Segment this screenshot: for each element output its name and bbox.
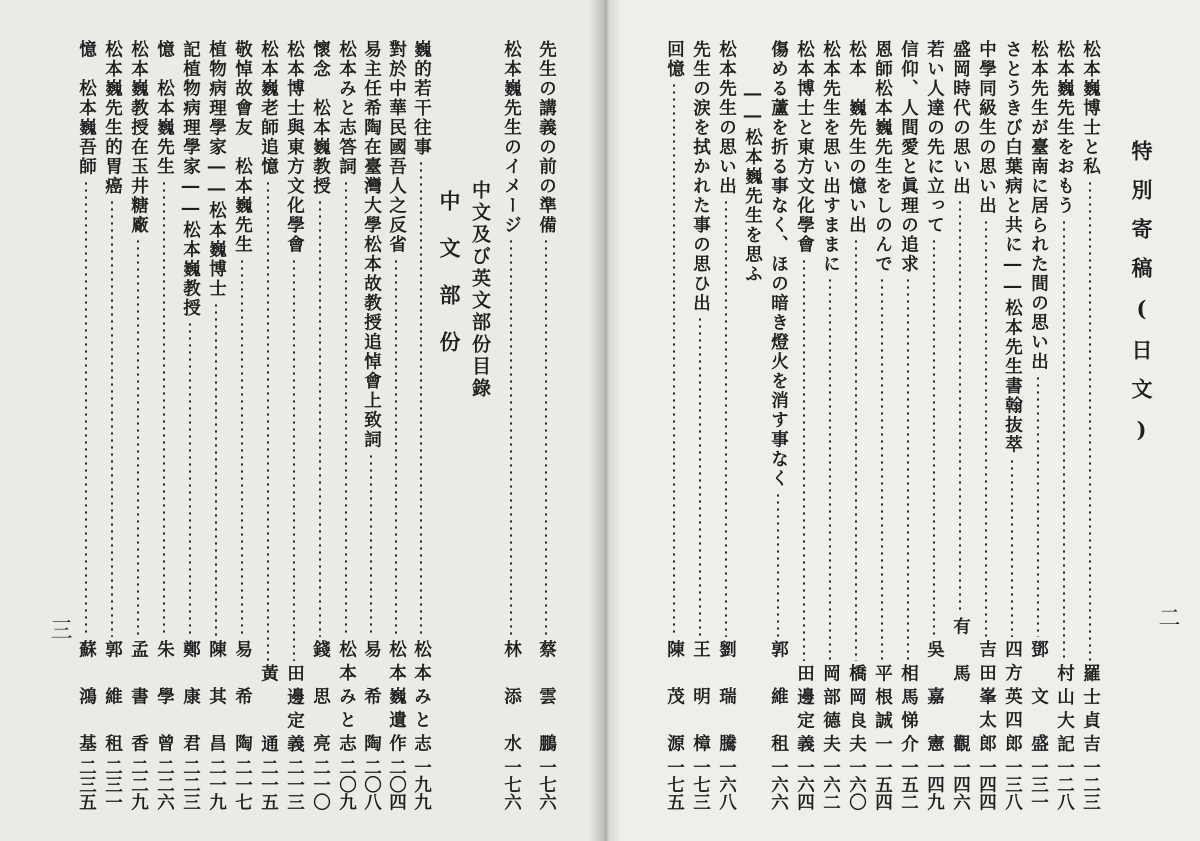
toc-entry bbox=[1029, 40, 1047, 810]
entry-subtitle: ――松本巍先生を思ふ bbox=[742, 84, 763, 284]
entry-page: 一五二 bbox=[898, 757, 919, 810]
toc-entry bbox=[502, 40, 520, 810]
entry-title: さとうきび白葉病と共に――松本先生書翰抜萃 bbox=[1002, 40, 1023, 455]
toc-entry bbox=[691, 40, 709, 810]
toc-entry bbox=[362, 40, 380, 810]
entry-author: 田邊定義 bbox=[794, 663, 815, 758]
entry-page: 一四六 bbox=[950, 757, 971, 810]
toc-entry bbox=[1003, 40, 1021, 810]
entry-author: 錢 思 亮 bbox=[310, 640, 331, 758]
sub-heading-col bbox=[434, 190, 464, 378]
entry-page: 一六六 bbox=[768, 757, 789, 810]
toc-entry bbox=[77, 40, 95, 810]
toc-entry bbox=[665, 40, 683, 810]
entry-page: 一七六 bbox=[501, 757, 522, 810]
entry-author: 松本みと志 bbox=[336, 640, 357, 758]
toc-entry bbox=[155, 40, 173, 810]
entry-page: 一六〇 bbox=[846, 757, 867, 810]
leader-dots bbox=[85, 180, 87, 638]
entry-title: 盛岡時代の思い出 bbox=[950, 40, 971, 196]
entry-title: 松本博士與東方文化學會 bbox=[284, 40, 305, 255]
entry-title: 先生の涙を拭かれた事の思ひ出 bbox=[690, 40, 711, 313]
entry-page: 二二六 bbox=[154, 757, 175, 810]
entry-page: 二〇四 bbox=[386, 757, 407, 810]
entry-author: 村山大記 bbox=[1054, 663, 1075, 758]
section-heading: 中文及び英文部份目錄 bbox=[469, 180, 491, 400]
entry-title: 先生の講義の前の準備 bbox=[536, 40, 557, 235]
entry-title: 憶 松本巍先生 bbox=[154, 40, 175, 177]
entry-title: 松本先生を思い出すままに bbox=[820, 40, 841, 274]
entry-author: 相馬悌介 bbox=[898, 663, 919, 758]
toc-entry bbox=[769, 40, 787, 810]
leader-dots bbox=[777, 492, 779, 638]
toc-entry bbox=[951, 40, 969, 810]
entry-author: 羅士貞吉 bbox=[1080, 663, 1101, 758]
entry-title: 松本巍先生をおもう bbox=[1054, 40, 1075, 216]
entry-page: 一五四 bbox=[872, 757, 893, 810]
toc-entry bbox=[259, 40, 277, 810]
toc-entry bbox=[233, 40, 251, 810]
entry-title: 回憶 bbox=[664, 40, 685, 79]
entry-author: 有 馬 觀 bbox=[950, 616, 971, 758]
toc-entry bbox=[717, 40, 735, 810]
entry-page: 二三一 bbox=[102, 757, 123, 810]
toc-entry bbox=[207, 40, 225, 810]
toc-entry bbox=[537, 40, 555, 810]
leader-dots bbox=[241, 258, 243, 638]
entry-page: 二三五 bbox=[76, 757, 97, 810]
entry-author: 朱 學 曾 bbox=[154, 640, 175, 758]
entry-title: 松本巍老師追憶 bbox=[258, 40, 279, 177]
right-heading-col bbox=[1126, 140, 1156, 460]
leader-dots bbox=[803, 258, 805, 661]
entry-title: 懷念 松本巍教授 bbox=[310, 40, 331, 196]
toc-entry bbox=[337, 40, 355, 810]
toc-entry bbox=[873, 40, 891, 810]
leader-dots bbox=[1011, 458, 1013, 638]
entry-page: 二一五 bbox=[258, 757, 279, 810]
entry-title: 敬悼故會友 松本巍先生 bbox=[232, 40, 253, 255]
entry-page: 一九九 bbox=[411, 757, 432, 810]
right-heading: 特別寄稿(日文) bbox=[1129, 140, 1154, 460]
entry-author: 吳 嘉 憲 bbox=[924, 640, 945, 758]
toc-entry bbox=[899, 40, 917, 810]
entry-title: 植物病理學家――松本巍博士 bbox=[206, 40, 227, 299]
toc-entry bbox=[129, 40, 147, 810]
leader-dots bbox=[959, 199, 961, 614]
entry-author: 孟 書 香 bbox=[128, 640, 149, 758]
leader-dots bbox=[370, 453, 372, 638]
leader-dots bbox=[215, 302, 217, 638]
entry-author: 吉田峯太郎 bbox=[976, 640, 997, 758]
entry-page: 一三一 bbox=[1028, 757, 1049, 810]
leader-dots bbox=[545, 238, 547, 637]
entry-page: 一七三 bbox=[690, 757, 711, 810]
entry-page: 二一〇 bbox=[310, 757, 331, 810]
entry-page: 一六八 bbox=[716, 757, 737, 810]
leader-dots bbox=[673, 82, 675, 637]
leader-dots bbox=[293, 258, 295, 661]
entry-title: 對於中華民國吾人之反省 bbox=[386, 40, 407, 255]
leader-dots bbox=[1037, 375, 1039, 638]
entry-title: 若い人達の先に立って bbox=[924, 40, 945, 235]
toc-entry bbox=[103, 40, 121, 810]
toc-entry bbox=[847, 40, 865, 810]
entry-author: 劉 瑞 騰 bbox=[716, 640, 737, 758]
entry-page: 二二九 bbox=[128, 757, 149, 810]
entry-author: 松本巍遺作 bbox=[386, 640, 407, 758]
entry-page: 一七六 bbox=[536, 757, 557, 810]
entry-page: 一二三 bbox=[1080, 757, 1101, 810]
entry-author: 郭 維 租 bbox=[102, 640, 123, 758]
entry-author: 王 明 樟 bbox=[690, 640, 711, 758]
entry-page: 二〇九 bbox=[336, 757, 357, 810]
leader-dots bbox=[189, 321, 191, 637]
entry-author: 易 希 陶 bbox=[361, 640, 382, 758]
entry-author: 陳 茂 源 bbox=[664, 640, 685, 758]
leader-dots bbox=[319, 199, 321, 637]
entry-author: 林 添 水 bbox=[501, 640, 522, 758]
entry-page: 一七五 bbox=[664, 757, 685, 810]
leader-dots bbox=[881, 277, 883, 661]
entry-author: 平根誠一 bbox=[872, 663, 893, 758]
entry-title: 松本博士と東方文化學會 bbox=[794, 40, 815, 255]
entry-title: 信仰、人間愛と眞理の追求 bbox=[898, 40, 919, 274]
entry-author: 黃 通 bbox=[258, 663, 279, 758]
entry-page: 一三八 bbox=[1002, 757, 1023, 810]
entry-title: 松本巍先生のイメージ bbox=[501, 40, 522, 235]
entry-title: 松本巍博士と私 bbox=[1080, 40, 1101, 177]
entry-page: 一四九 bbox=[924, 757, 945, 810]
entry-title: 巍的若干往事 bbox=[411, 40, 432, 157]
entry-author: 岡部德夫 bbox=[820, 663, 841, 758]
entry-page: 一六四 bbox=[794, 757, 815, 810]
toc-entry bbox=[285, 40, 303, 810]
entry-page: 二二三 bbox=[180, 757, 201, 810]
entry-page: 二一七 bbox=[232, 757, 253, 810]
entry-page: 二一三 bbox=[284, 757, 305, 810]
toc-entry bbox=[1055, 40, 1073, 810]
entry-title: 記植物病理學家――松本巍教授 bbox=[180, 40, 201, 318]
entry-author: 陳 其 昌 bbox=[206, 640, 227, 758]
toc-entry bbox=[311, 40, 329, 810]
entry-title: 松本 巍先生の憶い出 bbox=[846, 40, 867, 235]
leader-dots bbox=[907, 277, 909, 661]
entry-author: 鄧 文 盛 bbox=[1028, 640, 1049, 758]
leader-dots bbox=[985, 219, 987, 638]
toc-entry bbox=[1081, 40, 1099, 810]
entry-author: 郭 維 租 bbox=[768, 640, 789, 758]
sub-heading: 中文部份 bbox=[437, 190, 462, 378]
leader-dots bbox=[163, 180, 165, 638]
section-heading-col bbox=[467, 180, 494, 400]
entry-title: 松本先生が臺南に居られた間の思い出 bbox=[1028, 40, 1049, 372]
page-number: 三 bbox=[47, 618, 72, 640]
leader-dots bbox=[725, 199, 727, 637]
entry-title: 松本先生の思い出 bbox=[716, 40, 737, 196]
entry-author: 蔡 雲 鵬 bbox=[536, 640, 557, 758]
toc-entry bbox=[181, 40, 199, 810]
toc-entry bbox=[795, 40, 813, 810]
leader-dots bbox=[510, 238, 512, 637]
leader-dots bbox=[933, 238, 935, 637]
toc-entry bbox=[821, 40, 839, 810]
entry-title: 中學同級生の思い出 bbox=[976, 40, 997, 216]
entry-author: 田邊定義 bbox=[284, 663, 305, 758]
page-number: 二 bbox=[1155, 606, 1180, 628]
entry-page: 一二八 bbox=[1054, 757, 1075, 810]
entry-title: 松本巍先生的胃癌 bbox=[102, 40, 123, 196]
entry-title: 松本みと志答詞 bbox=[336, 40, 357, 177]
leader-dots bbox=[137, 238, 139, 637]
entry-author: 松本みと志 bbox=[411, 640, 432, 758]
leader-dots bbox=[1063, 219, 1065, 661]
entry-author: 橋岡良夫 bbox=[846, 663, 867, 758]
entry-page: 二一九 bbox=[206, 757, 227, 810]
leader-dots bbox=[829, 277, 831, 661]
toc-subtitle bbox=[743, 40, 761, 810]
leader-dots bbox=[420, 160, 422, 637]
leader-dots bbox=[111, 199, 113, 637]
right-page bbox=[604, 0, 1200, 841]
entry-page: 一四四 bbox=[976, 757, 997, 810]
toc-entry bbox=[977, 40, 995, 810]
leader-dots bbox=[1089, 180, 1091, 661]
entry-title: 恩師松本巍先生をしのんで bbox=[872, 40, 893, 274]
leader-dots bbox=[395, 258, 397, 638]
entry-author: 鄭 康 君 bbox=[180, 640, 201, 758]
leader-dots bbox=[699, 316, 701, 637]
entry-title: 易主任希陶在臺灣大學松本故教授追悼會上致詞 bbox=[361, 40, 382, 450]
leader-dots bbox=[267, 180, 269, 661]
entry-author: 蘇 鴻 基 bbox=[76, 640, 97, 758]
entry-page: 二〇八 bbox=[361, 757, 382, 810]
toc-entry bbox=[925, 40, 943, 810]
entry-page: 一六二 bbox=[820, 757, 841, 810]
entry-title: 憶 松本巍吾師 bbox=[76, 40, 97, 177]
leader-dots bbox=[855, 238, 857, 661]
toc-entry bbox=[387, 40, 405, 810]
entry-title: 傷める蘆を折る事なく、ほの暗き燈火を消す事なく bbox=[768, 40, 789, 489]
entry-author: 四方英四郎 bbox=[1002, 640, 1023, 758]
leader-dots bbox=[345, 180, 347, 638]
toc-entry bbox=[412, 40, 430, 810]
entry-title: 松本巍教授在玉井糖廠 bbox=[128, 40, 149, 235]
entry-author: 易 希 陶 bbox=[232, 640, 253, 758]
